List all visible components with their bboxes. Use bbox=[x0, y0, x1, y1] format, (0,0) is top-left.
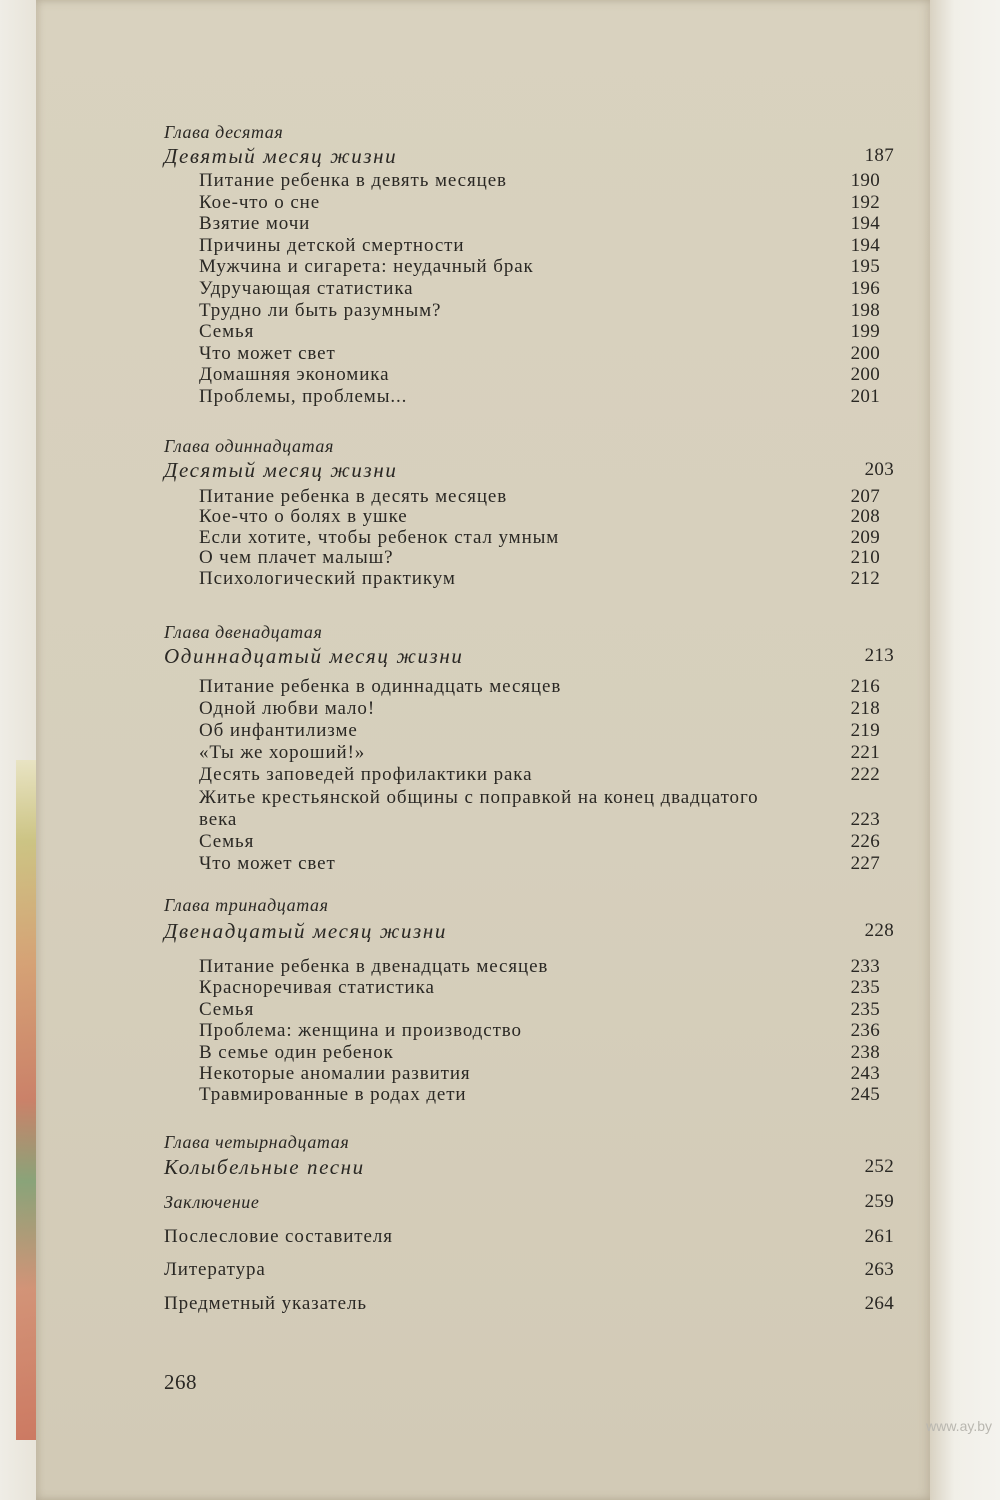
page-number: 268 bbox=[164, 1370, 197, 1394]
toc-entry-title: Психологический практикум bbox=[199, 568, 456, 589]
toc-entry-title: Что может свет bbox=[199, 853, 336, 874]
toc-entry-page: 192 bbox=[850, 192, 880, 213]
toc-entry-title: Проблемы, проблемы... bbox=[199, 386, 408, 407]
back-matter-entry-title: Литература bbox=[164, 1259, 266, 1280]
toc-entry-page: 245 bbox=[850, 1084, 880, 1105]
toc-entry-page: 221 bbox=[850, 742, 880, 763]
toc-entry bbox=[0, 852, 1000, 876]
chapter-label bbox=[0, 120, 1000, 144]
toc-entry-title: Взятие мочи bbox=[199, 213, 311, 234]
toc-entry-page: 218 bbox=[850, 698, 880, 719]
chapter-label-title: Глава тринадцатая bbox=[164, 895, 329, 915]
toc-entry-title: века bbox=[199, 809, 238, 830]
toc-entry bbox=[0, 786, 1000, 810]
back-matter-entry-page: 264 bbox=[864, 1293, 894, 1314]
toc-entry-title: О чем плачет малыш? bbox=[199, 547, 394, 568]
chapter-label-title: Глава четырнадцатая bbox=[164, 1132, 350, 1152]
toc-entry bbox=[0, 976, 1000, 1000]
toc-entry-page: 208 bbox=[850, 506, 880, 527]
toc-entry-page: 195 bbox=[850, 256, 880, 277]
toc-entry-page: 210 bbox=[850, 547, 880, 568]
toc-entry bbox=[0, 719, 1000, 743]
toc-entry-page: 194 bbox=[850, 235, 880, 256]
chapter-title bbox=[0, 644, 1000, 668]
toc-entry-title: Мужчина и сигарета: неудачный брак bbox=[199, 256, 534, 277]
chapter-title-title: Колыбельные песни bbox=[164, 1155, 365, 1179]
toc-entry bbox=[0, 320, 1000, 344]
toc-entry-title: Об инфантилизме bbox=[199, 720, 358, 741]
toc-entry-title: Если хотите, чтобы ребенок стал умным bbox=[199, 527, 560, 548]
chapter-title-page: 203 bbox=[864, 459, 894, 480]
back-matter-entry bbox=[0, 1292, 1000, 1316]
toc-entry bbox=[0, 255, 1000, 279]
toc-entry-title: Травмированные в родах дети bbox=[199, 1084, 467, 1105]
chapter-title-page: 252 bbox=[864, 1156, 894, 1177]
toc-entry bbox=[0, 567, 1000, 591]
chapter-title-page: 213 bbox=[864, 645, 894, 666]
back-matter-entry-title: Предметный указатель bbox=[164, 1293, 367, 1314]
toc-entry-page: 201 bbox=[850, 386, 880, 407]
toc-entry-page: 198 bbox=[850, 300, 880, 321]
toc-entry bbox=[0, 212, 1000, 236]
chapter-label bbox=[0, 1130, 1000, 1154]
back-matter-entry bbox=[0, 1190, 1000, 1214]
chapter-title-title: Девятый месяц жизни bbox=[164, 144, 398, 168]
chapter-label bbox=[0, 620, 1000, 644]
toc-entry bbox=[0, 1083, 1000, 1107]
back-matter-entry-title: Послесловие составителя bbox=[164, 1226, 393, 1247]
toc-entry bbox=[0, 830, 1000, 854]
toc-entry-title: Красноречивая статистика bbox=[199, 977, 435, 998]
toc-entry-page: 200 bbox=[850, 364, 880, 385]
toc-entry-page: 212 bbox=[850, 568, 880, 589]
back-matter-entry-page: 261 bbox=[864, 1226, 894, 1247]
chapter-label-title: Глава двенадцатая bbox=[164, 622, 323, 642]
chapter-title bbox=[0, 458, 1000, 482]
back-matter-entry-title: Заключение bbox=[164, 1192, 260, 1212]
chapter-title bbox=[0, 1155, 1000, 1179]
toc-entry-title: Питание ребенка в десять месяцев bbox=[199, 486, 508, 507]
toc-entry-page: 235 bbox=[850, 977, 880, 998]
toc-entry-title: Что может свет bbox=[199, 343, 336, 364]
toc-entry-page: 209 bbox=[850, 527, 880, 548]
toc-entry-title: Житье крестьянской общины с поправкой на конец двадцатого bbox=[199, 787, 759, 808]
toc-entry-title: Проблема: женщина и производство bbox=[199, 1020, 522, 1041]
chapter-title-page: 228 bbox=[864, 920, 894, 941]
toc-entry-title: Домашняя экономика bbox=[199, 364, 390, 385]
back-matter-entry-page: 263 bbox=[864, 1259, 894, 1280]
toc-entry-title: Некоторые аномалии развития bbox=[199, 1063, 471, 1084]
toc-entry-page: 238 bbox=[850, 1042, 880, 1063]
toc-entry-title: Питание ребенка в одиннадцать месяцев bbox=[199, 676, 562, 697]
chapter-label bbox=[0, 893, 1000, 917]
toc-entry-page: 199 bbox=[850, 321, 880, 342]
toc-entry-title: Кое-что о сне bbox=[199, 192, 321, 213]
toc-entry-page: 200 bbox=[850, 343, 880, 364]
toc-entry-page: 207 bbox=[850, 486, 880, 507]
toc-entry-title: Питание ребенка в двенадцать месяцев bbox=[199, 956, 549, 977]
back-matter-entry bbox=[0, 1225, 1000, 1249]
toc-entry-page: 235 bbox=[850, 999, 880, 1020]
toc-entry-title: Питание ребенка в девять месяцев bbox=[199, 170, 507, 191]
chapter-title bbox=[0, 919, 1000, 943]
toc-entry-title: Семья bbox=[199, 831, 255, 852]
back-matter-entry-page: 259 bbox=[864, 1191, 894, 1212]
toc-entry-page: 236 bbox=[850, 1020, 880, 1041]
toc-entry-page: 190 bbox=[850, 170, 880, 191]
toc-entry bbox=[0, 169, 1000, 193]
chapter-title-title: Одиннадцатый месяц жизни bbox=[164, 644, 464, 668]
toc-entry bbox=[0, 808, 1000, 832]
chapter-title-title: Двенадцатый месяц жизни bbox=[164, 919, 447, 943]
toc-entry-title: «Ты же хороший!» bbox=[199, 742, 366, 763]
toc-entry-page: 226 bbox=[850, 831, 880, 852]
toc-entry bbox=[0, 1019, 1000, 1043]
toc-entry-page: 233 bbox=[850, 956, 880, 977]
toc-entry-title: Трудно ли быть разумным? bbox=[199, 300, 442, 321]
toc-entry bbox=[0, 763, 1000, 787]
chapter-title bbox=[0, 144, 1000, 168]
toc-entry-title: Причины детской смертности bbox=[199, 235, 465, 256]
toc-entry bbox=[0, 675, 1000, 699]
toc-entry-title: Семья bbox=[199, 321, 255, 342]
toc-entry bbox=[0, 741, 1000, 765]
toc-entry-title: Семья bbox=[199, 999, 255, 1020]
toc-entry-page: 219 bbox=[850, 720, 880, 741]
chapter-title-page: 187 bbox=[864, 145, 894, 166]
chapter-label bbox=[0, 434, 1000, 458]
toc-entry-page: 243 bbox=[850, 1063, 880, 1084]
back-matter-entry bbox=[0, 1258, 1000, 1282]
toc-entry bbox=[0, 385, 1000, 409]
toc-entry bbox=[0, 277, 1000, 301]
chapter-label-title: Глава десятая bbox=[164, 122, 284, 142]
chapter-title-title: Десятый месяц жизни bbox=[164, 458, 398, 482]
toc-entry-page: 194 bbox=[850, 213, 880, 234]
toc-entry-title: Десять заповедей профилактики рака bbox=[199, 764, 533, 785]
toc-entry-title: В семье один ребенок bbox=[199, 1042, 394, 1063]
toc-entry-title: Удручающая статистика bbox=[199, 278, 414, 299]
chapter-label-title: Глава одиннадцатая bbox=[164, 436, 334, 456]
toc-entry-title: Одной любви мало! bbox=[199, 698, 376, 719]
toc-entry-page: 222 bbox=[850, 764, 880, 785]
toc-entry-page: 216 bbox=[850, 676, 880, 697]
toc-entry-page: 196 bbox=[850, 278, 880, 299]
toc-entry-page: 227 bbox=[850, 853, 880, 874]
toc-entry-title: Кое-что о болях в ушке bbox=[199, 506, 408, 527]
toc-entry bbox=[0, 697, 1000, 721]
toc-entry-page: 223 bbox=[850, 809, 880, 830]
watermark: www.ay.by bbox=[926, 1418, 992, 1434]
toc-entry bbox=[0, 363, 1000, 387]
